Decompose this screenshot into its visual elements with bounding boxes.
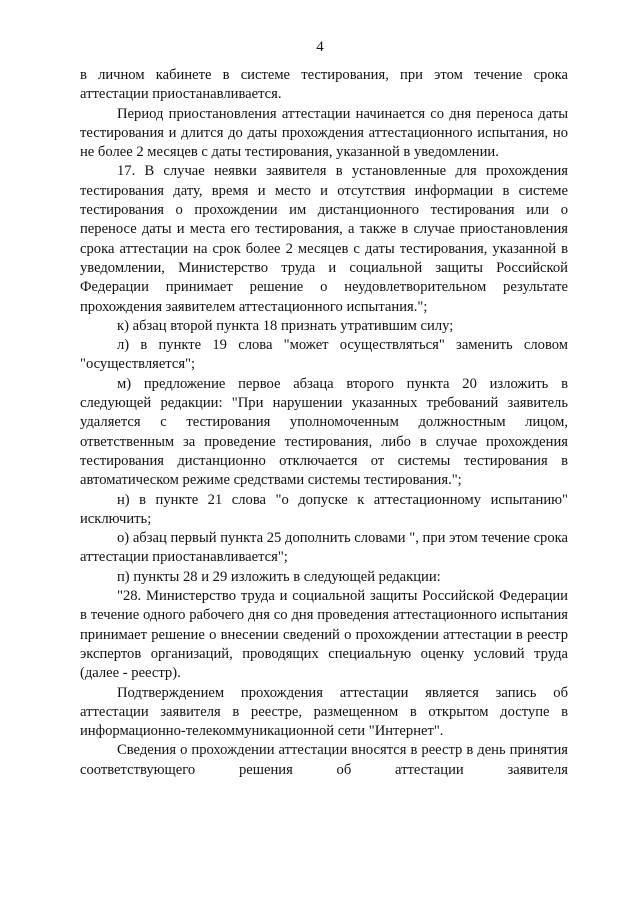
document-body (80, 66, 568, 780)
paragraph-suspension-period: Период приостановления аттестации начинается со дня переноса даты тестирования и длится до даты прохождения аттестационного испытания, но не более 2 месяцев с даты тестирования, указанной в уведомлении. (80, 105, 568, 161)
paragraph-item-k: к) абзац второй пункта 18 признать утратившим силу; (117, 317, 454, 334)
paragraph-continuation: в личном кабинете в системе тестирования, при этом течение срока аттестации приостанавливается. (80, 67, 568, 103)
paragraph-item-n: н) в пункте 21 слова "о допуске к аттестационному испытанию" исключить; (80, 491, 568, 527)
paragraph-item-p: п) пункты 28 и 29 изложить в следующей редакции: (117, 568, 441, 585)
paragraph-clause-28: "28. Министерство труда и социальной защиты Российской Федерации в течение одного рабочего дня со дня проведения аттестационного испытания принимает решение о внесении сведений о прохождении аттестации в реестр экспертов организаций, проводящих специальную оценку условий труда (далее - реестр). (80, 588, 568, 682)
paragraph-item-o: о) абзац первый пункта 25 дополнить словами ", при этом течение срока аттестации приостанавливается"; (80, 530, 568, 566)
paragraph-item-m: м) предложение первое абзаца второго пункта 20 изложить в следующей редакции: "При нарушении указанных требований заявитель удаляется с тестирования уполномоченным должностным лицом, ответственным за проведение тестирования, либо в случае прохождения тестирования дистанционно отключается от системы тестирования в автоматическом режиме средствами системы тестирования."; (80, 375, 568, 489)
paragraph-clause-17: 17. В случае неявки заявителя в установленные для прохождения тестирования дату, время и место и отсутствия информации в системе тестирования о прохождении им дистанционного тестирования или о переносе даты и места его тестирования, а также в случае приостановления срока аттестации на срок более 2 месяцев с даты тестирования, указанной в уведомлении, Министерство труда и социальной защиты Российской Федерации принимает решение о неудовлетворительном результате прохождения заявителем аттестационного испытания."; (80, 163, 568, 315)
paragraph-item-l: л) в пункте 19 слова "может осуществляться" заменить словом "осуществляется"; (80, 337, 568, 373)
paragraph-registry-entry: Сведения о прохождении аттестации вносятся в реестр в день принятия соответствующего решения об аттестации заявителя (80, 742, 568, 778)
page-number: 4 (316, 39, 324, 55)
paragraph-registry-confirmation: Подтверждением прохождения аттестации является запись об аттестации заявителя в реестре, размещенном в открытом доступе в информационно-телекоммуникационной сети "Интернет". (80, 684, 568, 740)
